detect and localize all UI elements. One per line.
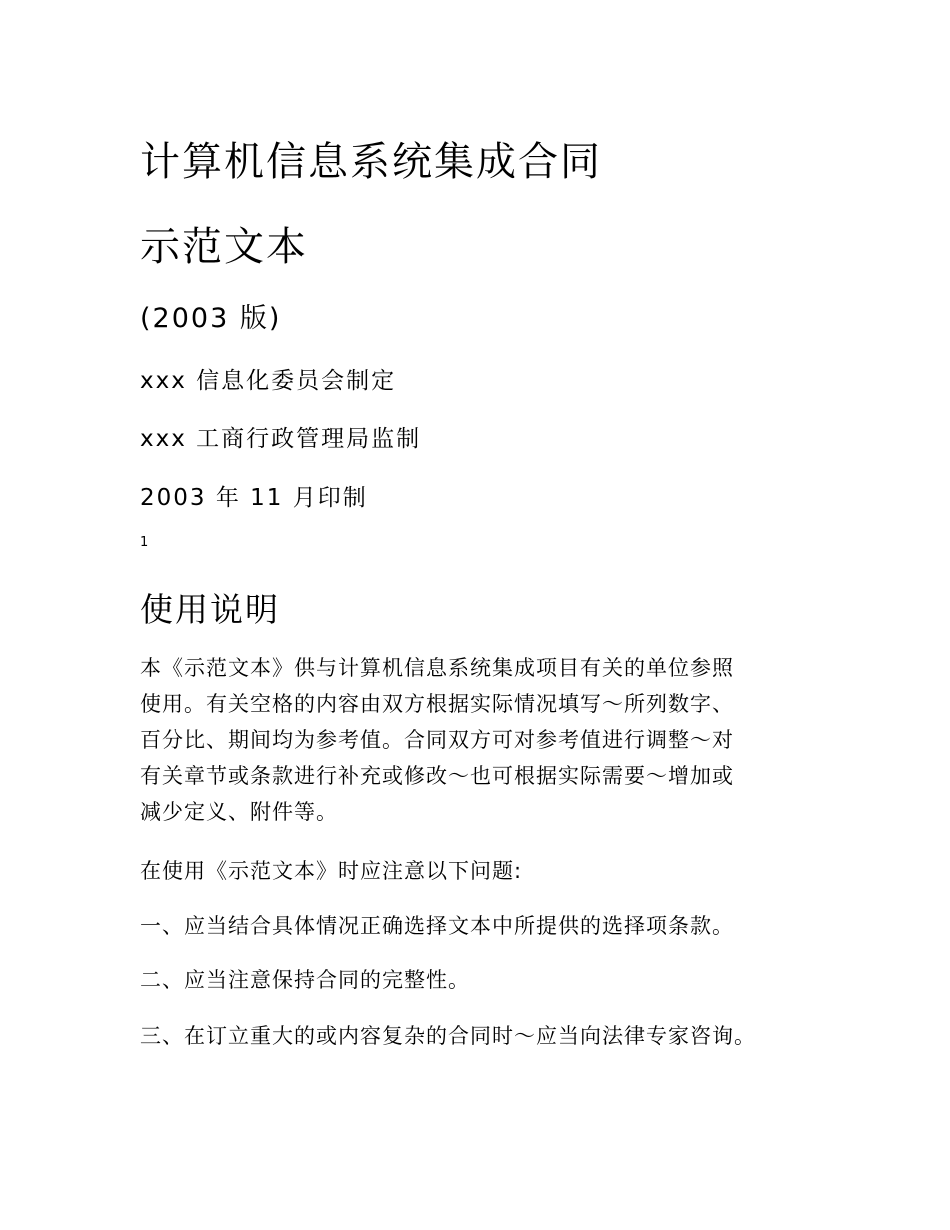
paragraph-line: 本《示范文本》供与计算机信息系统集成项目有关的单位参照 [140,656,734,680]
note-item: 二、应当注意保持合同的完整性。 [140,968,470,992]
paragraph-line: 百分比、期间均为参考值。合同双方可对参考值进行调整～对 [140,728,734,752]
note-item: 一、应当结合具体情况正确选择文本中所提供的选择项条款。 [140,914,734,938]
paragraph-line: 减少定义、附件等。 [140,800,338,824]
instructions-paragraph [140,650,820,830]
note-item: 三、在订立重大的或内容复杂的合同时～应当向法律专家咨询。 [140,1024,756,1048]
page-number: 1 [140,535,149,550]
edition-label: (2003 版) [140,303,282,334]
issuer-line-2: xxx 工商行政管理局监制 [140,426,422,452]
document-title-line-2: 示范文本 [140,224,308,270]
print-date: 2003 年 11 月印制 [140,485,368,511]
paragraph-line: 有关章节或条款进行补充或修改～也可根据实际需要～增加或 [140,764,734,788]
issuer-line-1: xxx 信息化委员会制定 [140,368,397,394]
notes-intro: 在使用《示范文本》时应注意以下问题: [140,859,523,883]
paragraph-line: 使用。有关空格的内容由双方根据实际情况填写～所列数字、 [140,692,734,716]
section-heading-instructions: 使用说明 [140,590,280,629]
document-title-line-1: 计算机信息系统集成合同 [140,139,602,185]
